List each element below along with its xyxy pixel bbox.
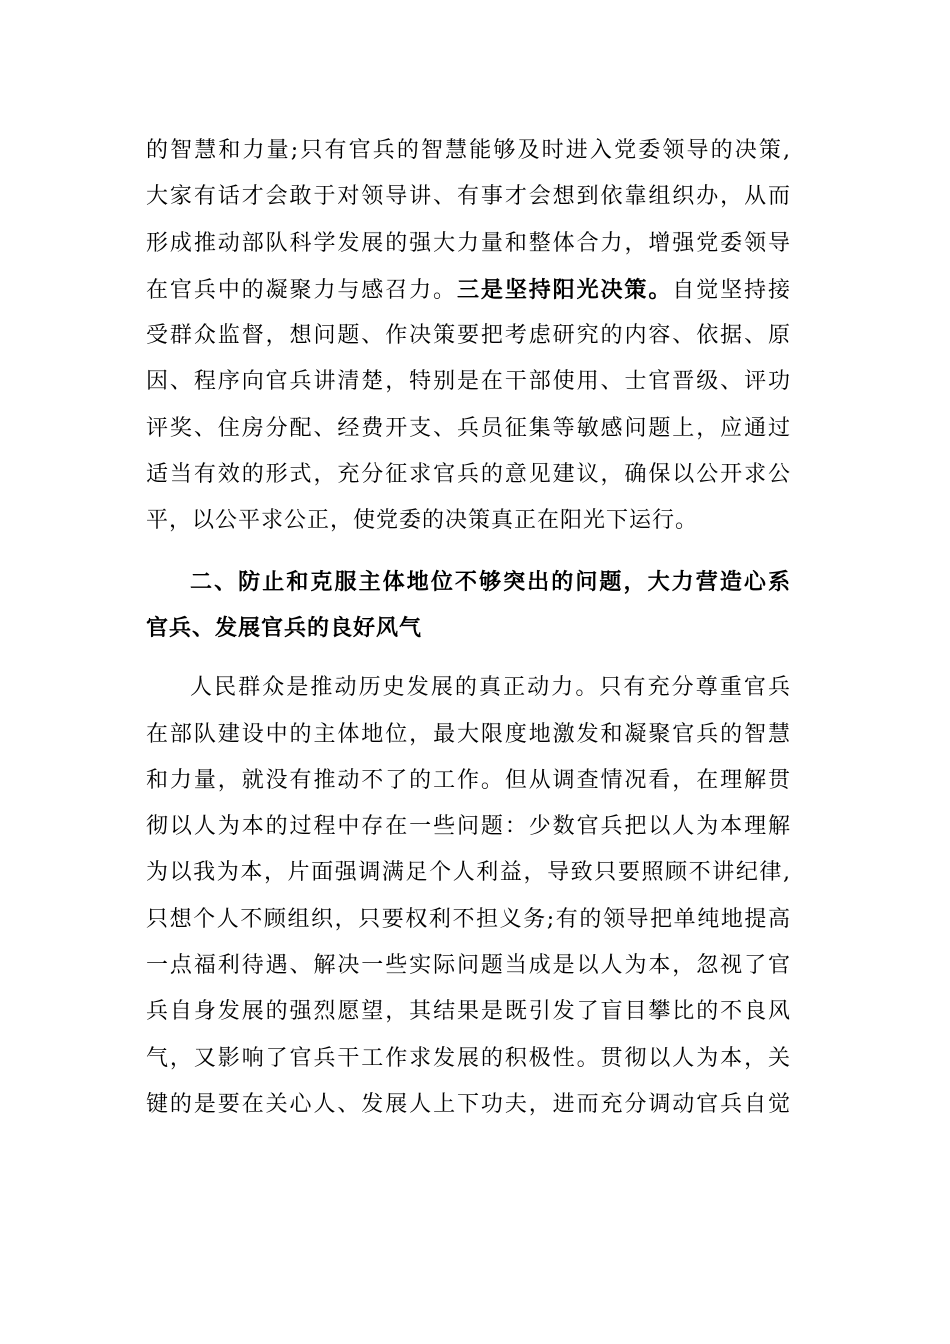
paragraph-line: 气，又影响了官兵干工作求发展的积极性。贯彻以人为本，关 xyxy=(146,1045,791,1071)
section-heading: 二、防止和克服主体地位不够突出的问题，大力营造心系 xyxy=(190,568,791,595)
paragraph-line-mixed xyxy=(146,267,791,313)
paragraph-line: 大家有话才会敢于对领导讲、有事才会想到依靠组织办，从而 xyxy=(146,184,791,210)
paragraph-line: 因、程序向官兵讲清楚，特别是在干部使用、士官晋级、评功 xyxy=(146,369,791,395)
paragraph-line: 适当有效的形式，充分征求官兵的意见建议，确保以公开求公 xyxy=(146,462,791,488)
paragraph-line: 评奖、住房分配、经费开支、兵员征集等敏感问题上，应通过 xyxy=(146,415,791,441)
document-page xyxy=(146,128,791,1128)
paragraph-line: 的智慧和力量;只有官兵的智慧能够及时进入党委领导的决策, xyxy=(146,138,791,163)
paragraph-text: 在官兵中的凝聚力与感召力。 xyxy=(146,277,457,303)
paragraph-line: 平，以公平求公正，使党委的决策真正在阳光下运行。 xyxy=(146,508,699,534)
paragraph-line: 为以我为本，片面强调满足个人利益，导致只要照顾不讲纪律, xyxy=(146,860,791,886)
bold-subheading: 三是坚持阳光决策。 xyxy=(456,276,673,303)
paragraph-line: 只想个人不顾组织，只要权利不担义务;有的领导把单纯地提高 xyxy=(146,906,791,932)
paragraph-line: 和力量，就没有推动不了的工作。但从调查情况看，在理解贯 xyxy=(146,767,791,793)
section-heading: 官兵、发展官兵的良好风气 xyxy=(146,614,423,641)
paragraph-line: 一点福利待遇、解决一些实际问题当成是以人为本，忽视了官 xyxy=(146,953,791,979)
paragraph-line: 在部队建设中的主体地位，最大限度地激发和凝聚官兵的智慧 xyxy=(146,721,791,747)
paragraph-line: 彻以人为本的过程中存在一些问题：少数官兵把以人为本理解 xyxy=(146,814,791,840)
paragraph-text: 自觉坚持接 xyxy=(672,277,791,303)
paragraph-line: 受群众监督，想问题、作决策要把考虑研究的内容、依据、原 xyxy=(146,323,791,349)
paragraph-line: 键的是要在关心人、发展人上下功夫，进而充分调动官兵自觉 xyxy=(146,1091,791,1117)
paragraph-line: 形成推动部队科学发展的强大力量和整体合力，增强党委领导 xyxy=(146,230,791,256)
paragraph-line: 兵自身发展的强烈愿望，其结果是既引发了盲目攀比的不良风 xyxy=(146,999,791,1025)
paragraph-line: 人民群众是推动历史发展的真正动力。只有充分尊重官兵 xyxy=(190,675,791,701)
